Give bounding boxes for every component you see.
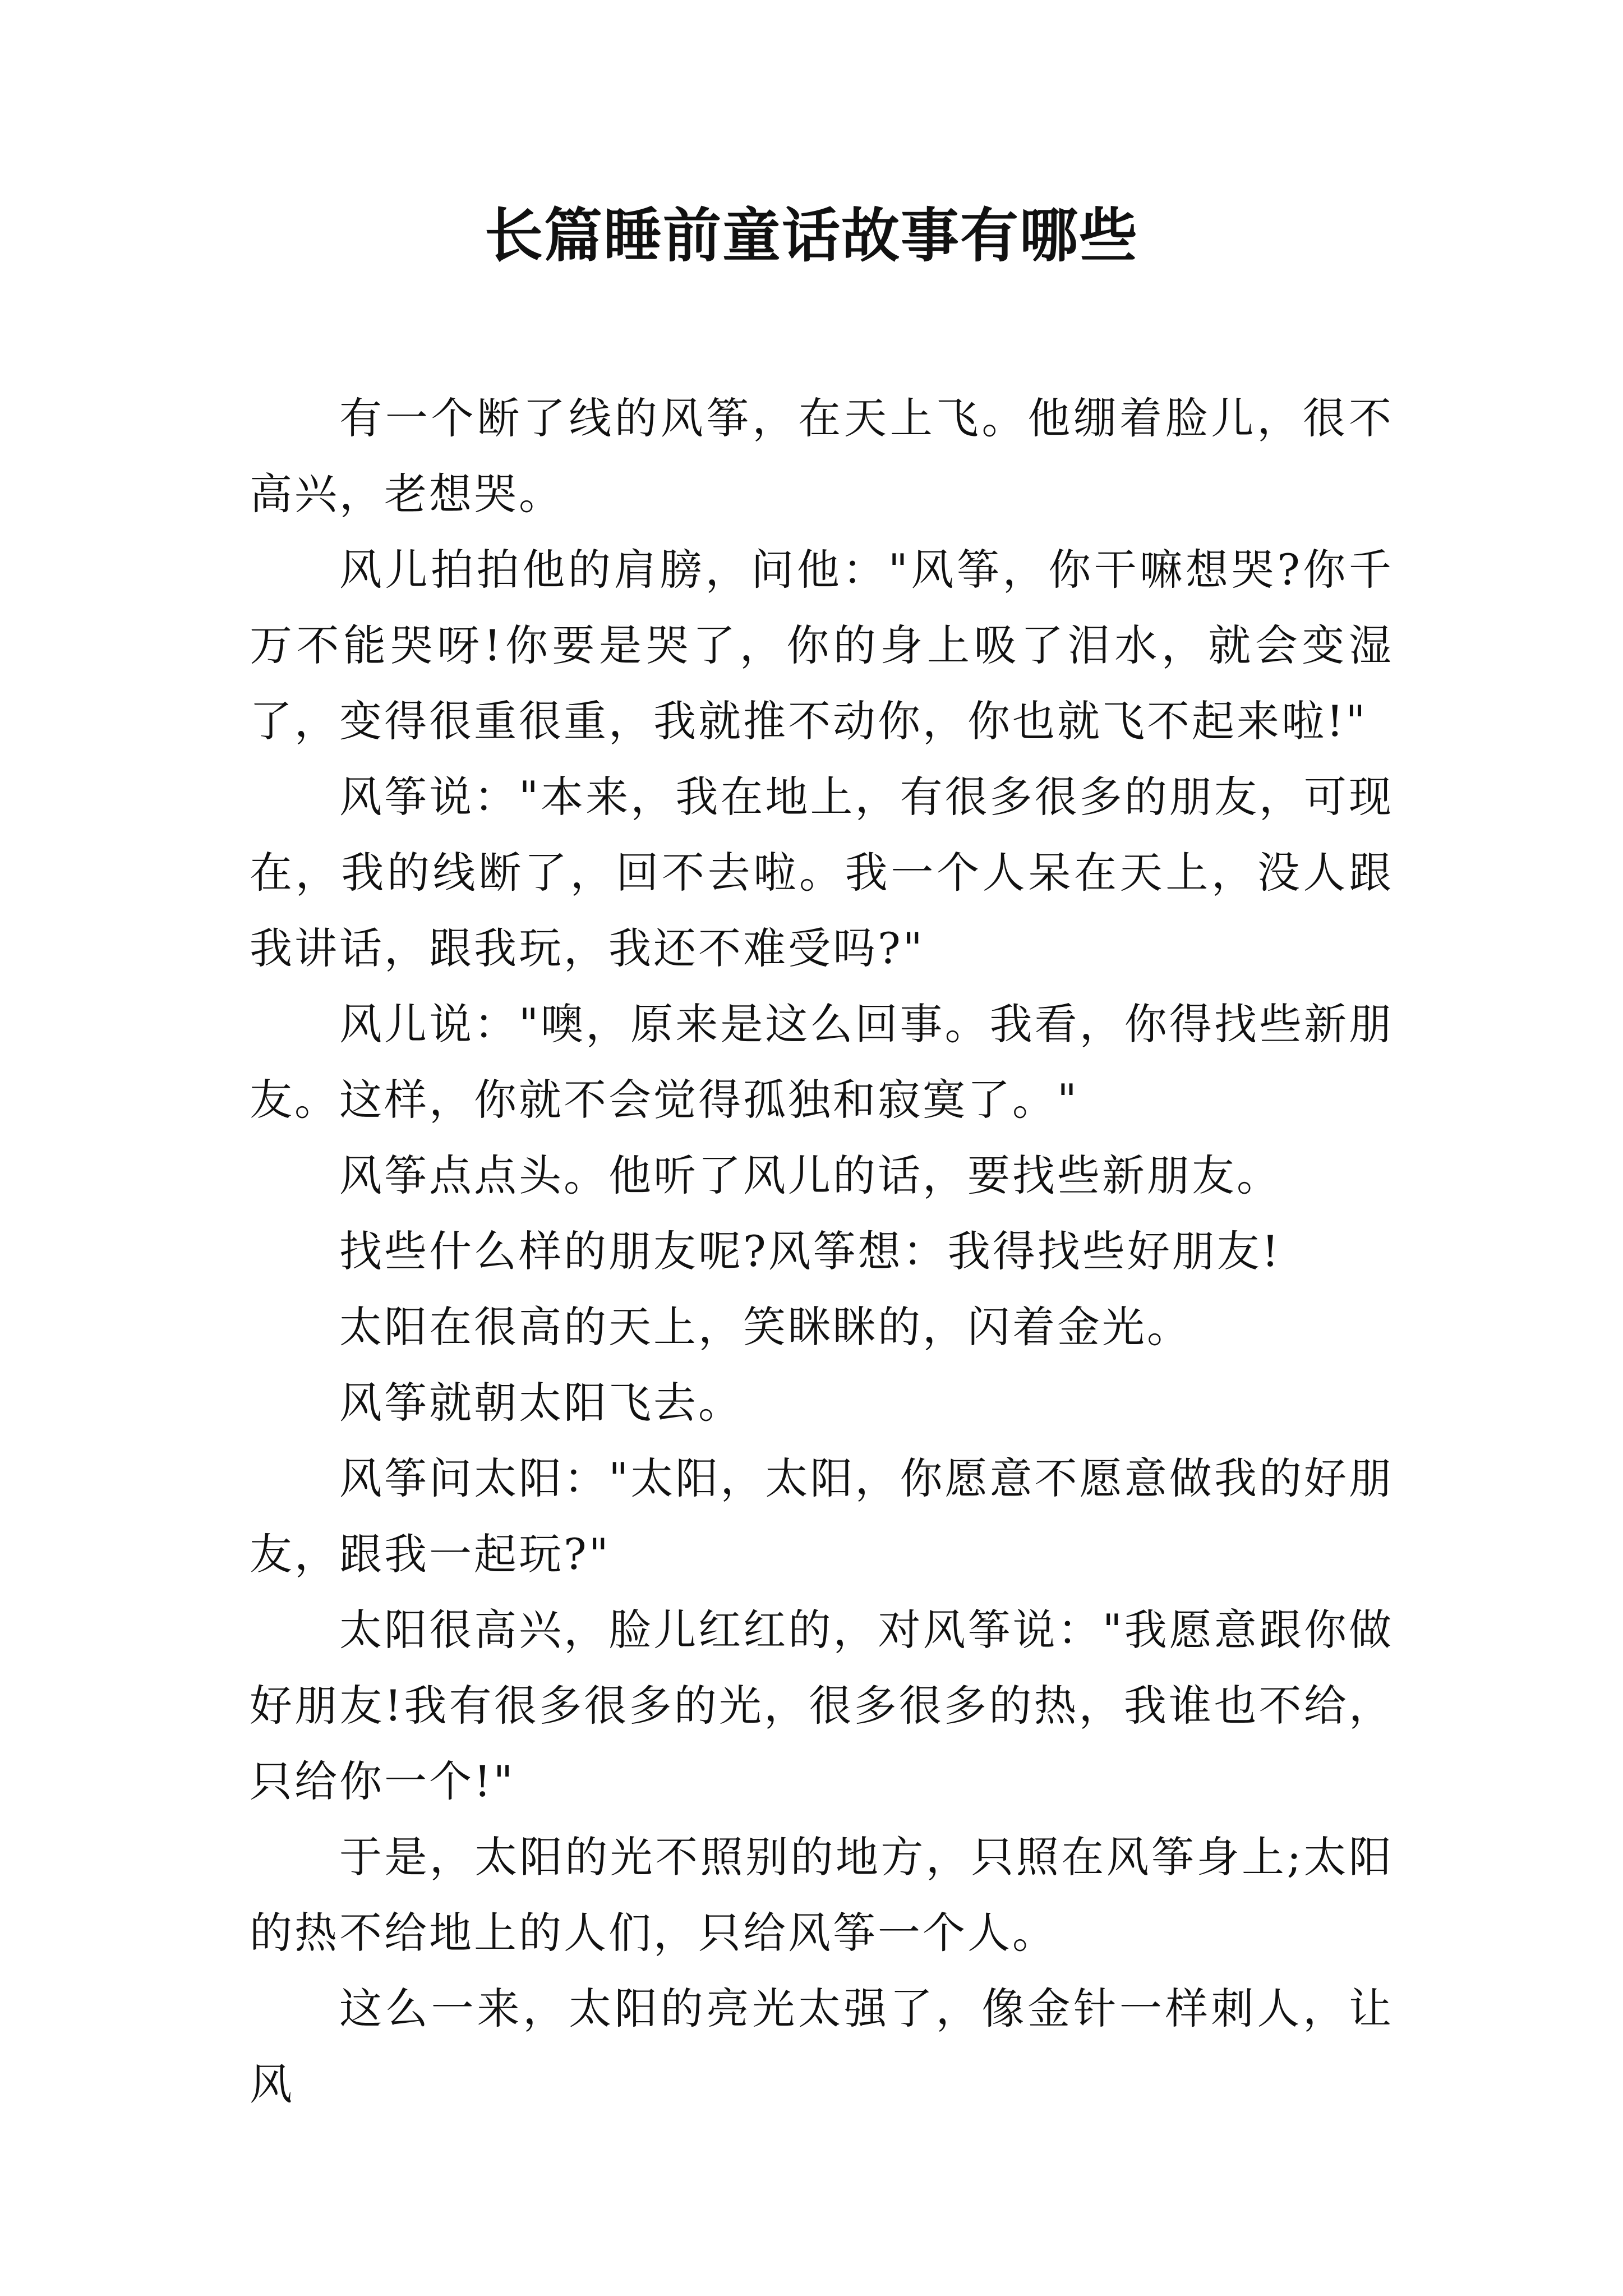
paragraph: 风筝点点头。他听了风儿的话，要找些新朋友。 [339, 1151, 1281, 1200]
paragraph: 风儿说："噢，原来是这么回事。我看，你得找些新朋友。这样，你就不会觉得孤独和寂寞了。" [250, 999, 1394, 1125]
paragraph: 风筝就朝太阳飞去。 [339, 1378, 743, 1428]
paragraph: 于是，太阳的光不照别的地方，只照在风筝身上;太阳的热不给地上的人们，只给风筝一个人。 [250, 1832, 1394, 1958]
paragraph: 风筝说："本来，我在地上，有很多很多的朋友，可现在，我的线断了，回不去啦。我一个人呆在天上，没人跟我讲话，跟我玩，我还不难受吗?" [250, 772, 1394, 973]
paragraph: 找些什么样的朋友呢?风筝想：我得找些好朋友! [339, 1226, 1281, 1276]
paragraph: 风筝问太阳："太阳，太阳，你愿意不愿意做我的好朋友，跟我一起玩?" [250, 1453, 1394, 1579]
paragraph: 太阳很高兴，脸儿红红的，对风筝说："我愿意跟你做好朋友!我有很多很多的光，很多很多的热，我谁也不给，只给你一个!" [250, 1605, 1394, 1806]
paragraph: 有一个断了线的风筝，在天上飞。他绷着脸儿，很不高兴，老想哭。 [250, 393, 1394, 519]
document-title: 长篇睡前童话故事有哪些 [484, 201, 1138, 270]
paragraph: 这么一来，太阳的亮光太强了，像金针一样刺人，让风 [250, 1984, 1394, 2109]
paragraph: 风儿拍拍他的肩膀，问他："风筝，你干嘛想哭?你千万不能哭呀!你要是哭了，你的身上吸了泪水，就会变湿了，变得很重很重，我就推不动你，你也就飞不起来啦!" [250, 545, 1394, 746]
document-body [250, 380, 1394, 2122]
paragraph: 太阳在很高的天上，笑眯眯的，闪着金光。 [339, 1302, 1192, 1352]
